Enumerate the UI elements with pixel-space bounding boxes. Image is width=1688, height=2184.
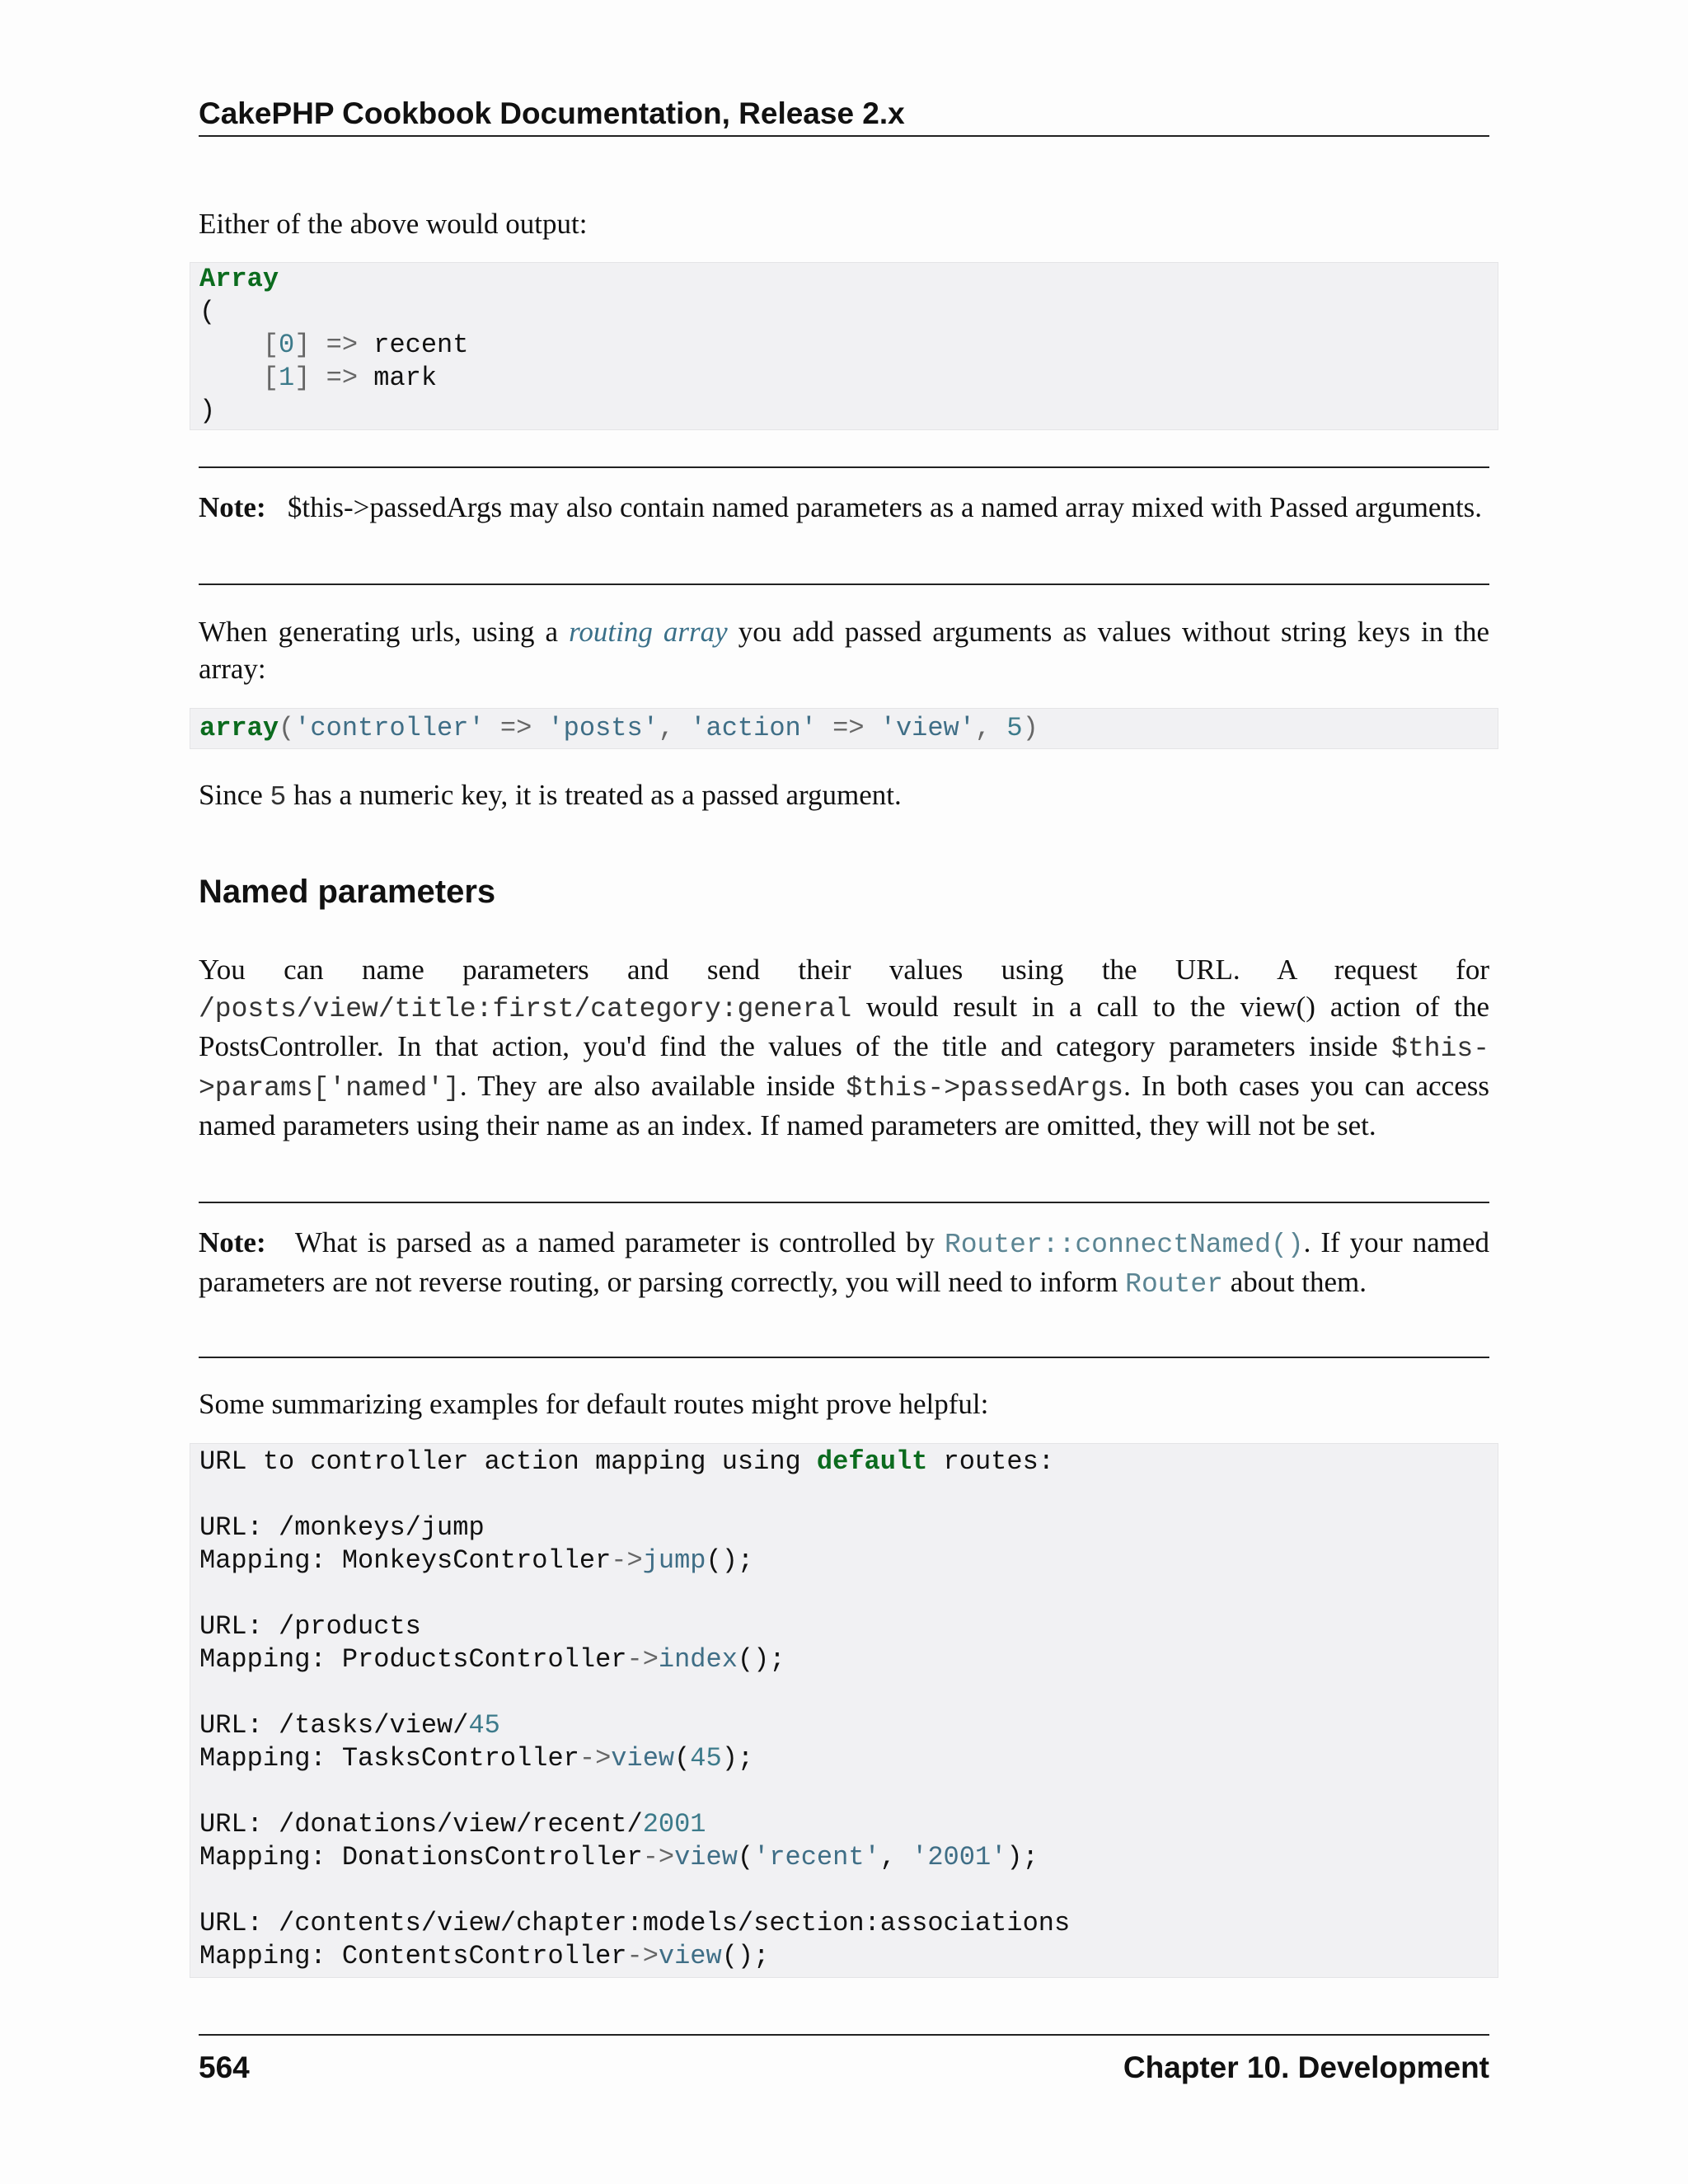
code-line: URL: /monkeys/jump <box>199 1512 485 1543</box>
page-number: 564 <box>199 2050 250 2084</box>
inline-code: $this->passedArgs <box>846 1073 1124 1104</box>
inline-code: $this->params['named'] <box>199 1033 1489 1104</box>
note-bottom-rule <box>199 1357 1489 1358</box>
chapter-title: Chapter 10. Development <box>1123 2050 1489 2084</box>
note-passed-args <box>199 489 1489 526</box>
code-line: Array <box>199 264 279 294</box>
code-line: [1] => mark <box>262 363 438 393</box>
code-line: URL: /donations/view/recent/2001 <box>199 1809 706 1840</box>
paragraph-routing-array: When generating urls, using a routing array you add passed arguments as values without string keys in the array: <box>199 616 1490 685</box>
code-line: ) <box>199 396 216 426</box>
page-footer <box>199 2034 1489 2088</box>
section-heading: Named parameters <box>199 874 496 910</box>
code-line <box>199 1479 1498 1511</box>
running-header <box>199 93 1489 137</box>
code-block-routing-array <box>190 708 1498 749</box>
note-label: Note: <box>199 1226 266 1258</box>
code-line: URL: /products <box>199 1611 421 1642</box>
paragraph-numeric-key: Since 5 has a numeric key, it is treated as a passed argument. <box>199 779 902 813</box>
code-line: URL: /tasks/view/45 <box>199 1710 500 1741</box>
paragraph-summarizing: Some summarizing examples for default routes might prove helpful: <box>199 1388 989 1420</box>
router-link[interactable]: Router <box>1125 1269 1223 1300</box>
inline-code: /posts/view/title:first/category:general <box>199 994 852 1024</box>
code-line: array('controller' => 'posts', 'action' => 'view', 5) <box>199 713 1039 743</box>
code-line <box>199 1874 1498 1907</box>
note-top-rule <box>199 466 1489 468</box>
code-line: ( <box>199 297 216 327</box>
intro-paragraph: Either of the above would output: <box>199 208 588 240</box>
code-line <box>199 1775 1498 1808</box>
code-line: Mapping: MonkeysController->jump(); <box>199 1545 754 1576</box>
code-line: Mapping: DonationsController->view('recent', '2001'); <box>199 1842 1039 1872</box>
code-line: [0] => recent <box>262 330 469 360</box>
inline-code: 5 <box>270 782 287 813</box>
code-line: URL to controller action mapping using default routes: <box>199 1446 1054 1477</box>
code-line: Mapping: ProductsController->index(); <box>199 1644 785 1675</box>
note-top-rule <box>199 1202 1489 1203</box>
note-label: Note: <box>199 491 266 523</box>
routing-array-link[interactable]: routing array <box>569 616 728 648</box>
note-bottom-rule <box>199 583 1489 585</box>
code-line <box>199 1676 1498 1709</box>
code-line <box>199 1577 1498 1610</box>
note-text: $this->passedArgs may also contain named parameters as a named array mixed with Passed arguments. <box>287 491 1483 523</box>
code-line: Mapping: ContentsController->view(); <box>199 1941 770 1971</box>
code-block-route-examples <box>190 1443 1498 1978</box>
header-title: CakePHP Cookbook Documentation, Release 2.x <box>199 96 905 130</box>
paragraph-named-parameters: You can name parameters and send their values using the URL. A request for /posts/view/title:first/category:general would result in a call to the view() action of the PostsController. In that action, you'd find the values of the title and category parameters inside $this->params['named']. They are also available inside $this->passedArgs. In both cases you can access named parameters using their name as an index. If named parameters are omitted, they will not be set. <box>199 954 1489 1141</box>
code-line: URL: /contents/view/chapter:models/section:associations <box>199 1908 1071 1938</box>
router-connectnamed-link[interactable]: Router::connectNamed() <box>944 1230 1304 1260</box>
note-connect-named: Note: What is parsed as a named parameter is controlled by Router::connectNamed(). If your named parameters are not reverse routing, or parsing correctly, you will need to inform Router about them. <box>199 1226 1489 1300</box>
code-line: Mapping: TasksController->view(45); <box>199 1743 754 1774</box>
code-block-array-output <box>190 262 1498 430</box>
